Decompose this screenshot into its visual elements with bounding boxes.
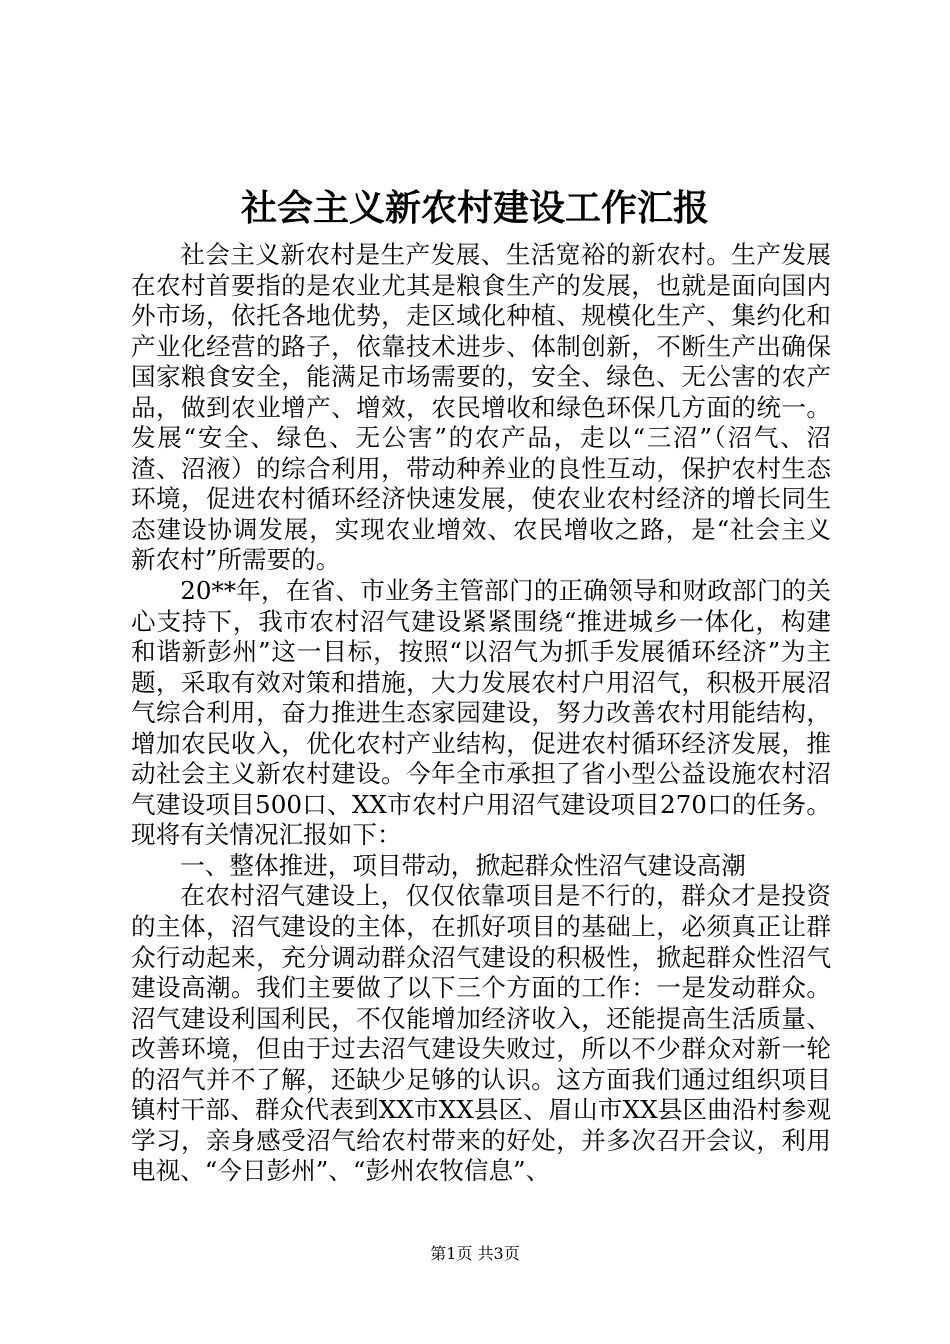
paragraph-overview: 20**年，在省、市业务主管部门的正确领导和财政部门的关心支持下，我市农村沼气建设紧紧围绕“推进城乡一体化，构建和谐新彭州”这一目标，按照“以沼气为抓手发展循环经济”为主题，采取有效对策和措施，大力发展农村户用沼气，积极开展沼气综合利用，奋力推进生态家园建设，努力改善农村用能结构，增加农民收入，优化农村产业结构，促进农村循环经济发展，推动社会主义新农村建设。今年全市承担了省小型公益设施农村沼气建设项目500口、XX市农村户用沼气建设项目270口的任务。现将有关情况汇报如下：	[131, 576, 831, 850]
paragraph-section-1: 在农村沼气建设上，仅仅依靠项目是不行的，群众才是投资的主体，沼气建设的主体，在抓好项目的基础上，必须真正让群众行动起来，充分调动群众沼气建设的积极性，掀起群众性沼气建设高潮。我们主要做了以下三个方面的工作：一是发动群众。沼气建设利国利民，不仅能增加经济收入，还能提高生活质量、改善环境，但由于过去沼气建设失败过，所以不少群众对新一轮的沼气并不了解，还缺少足够的认识。这方面我们通过组织项目镇村干部、群众代表到XX市XX县区、眉山市XX县区曲沿村参观学习，亲身感受沼气给农村带来的好处，并多次召开会议，利用电视、“今日彭州”、“彭州农牧信息”、	[131, 881, 831, 1186]
document-body	[131, 240, 831, 1187]
page-footer: 第1页 共3页	[430, 1244, 520, 1263]
paragraph-intro: 社会主义新农村是生产发展、生活宽裕的新农村。生产发展在农村首要指的是农业尤其是粮食生产的发展，也就是面向国内外市场，依托各地优势，走区域化种植、规模化生产、集约化和产业化经营的路子，依靠技术进步、体制创新，不断生产出确保国家粮食安全，能满足市场需要的，安全、绿色、无公害的农产品，做到农业增产、增效，农民增收和绿色环保几方面的统一。发展“安全、绿色、无公害”的农产品，走以“三沼”（沼气、沼渣、沼液）的综合利用，带动种养业的良性互动，保护农村生态环境，促进农村循环经济快速发展，使农业农村经济的增长同生态建设协调发展，实现农业增效、农民增收之路，是“社会主义新农村”所需要的。	[131, 240, 831, 575]
document-title: 社会主义新农村建设工作汇报	[240, 187, 709, 229]
section-heading-1: 一、整体推进，项目带动，掀起群众性沼气建设高潮	[180, 850, 746, 880]
